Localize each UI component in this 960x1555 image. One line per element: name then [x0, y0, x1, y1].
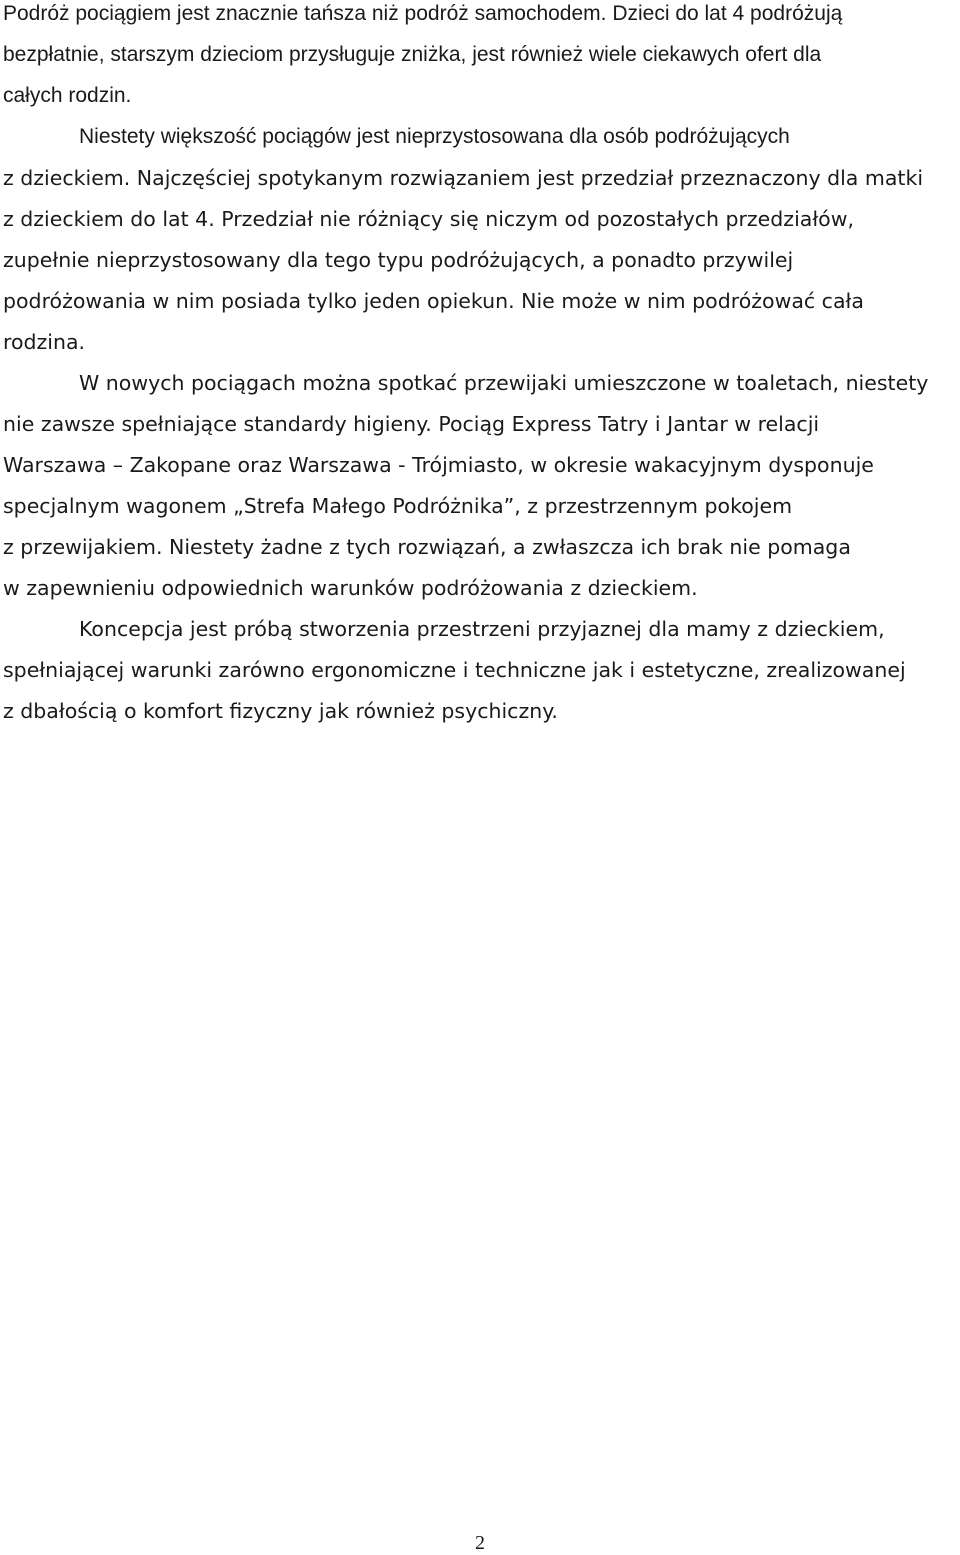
text-line: podróżowania w nim posiada tylko jeden opiekun. Nie może w nim podróżować cała: [3, 289, 864, 313]
text-line: spełniającej warunki zarówno ergonomiczne i techniczne jak i estetyczne, zrealizowanej: [3, 658, 906, 682]
text-line: całych rodzin.: [3, 84, 132, 107]
text-line: zupełnie nieprzystosowany dla tego typu podróżujących, a ponadto przywilej: [3, 248, 794, 272]
text-line: W nowych pociągach można spotkać przewijaki umieszczone w toaletach, niestety: [79, 371, 929, 395]
text-line: Niestety większość pociągów jest nieprzystosowana dla osób podróżujących: [79, 125, 790, 148]
text-line: z przewijakiem. Niestety żadne z tych rozwiązań, a zwłaszcza ich brak nie pomaga: [3, 535, 851, 559]
text-line: specjalnym wagonem „Strefa Małego Podróżnika”, z przestrzennym pokojem: [3, 494, 793, 518]
text-line: z dzieckiem do lat 4. Przedział nie różniący się niczym od pozostałych przedziałów,: [3, 207, 854, 231]
text-line: nie zawsze spełniające standardy higieny. Pociąg Express Tatry i Jantar w relacji: [3, 412, 820, 436]
page-number: 2: [475, 1532, 485, 1554]
text-line: z dbałością o komfort fizyczny jak również psychiczny.: [3, 699, 558, 723]
text-line: z dzieckiem. Najczęściej spotykanym rozwiązaniem jest przedział przeznaczony dla matki: [3, 166, 924, 190]
text-line: Warszawa – Zakopane oraz Warszawa - Trójmiasto, w okresie wakacyjnym dysponuje: [3, 453, 874, 477]
text-line: Podróż pociągiem jest znacznie tańsza niż podróż samochodem. Dzieci do lat 4 podróżują: [3, 2, 843, 25]
text-line: w zapewnieniu odpowiednich warunków podróżowania z dzieckiem.: [3, 576, 698, 600]
text-line: rodzina.: [3, 330, 86, 354]
text-line: Koncepcja jest próbą stworzenia przestrzeni przyjaznej dla mamy z dzieckiem,: [79, 617, 885, 641]
text-line: bezpłatnie, starszym dzieciom przysługuje zniżka, jest również wiele ciekawych ofert dla: [3, 43, 822, 66]
